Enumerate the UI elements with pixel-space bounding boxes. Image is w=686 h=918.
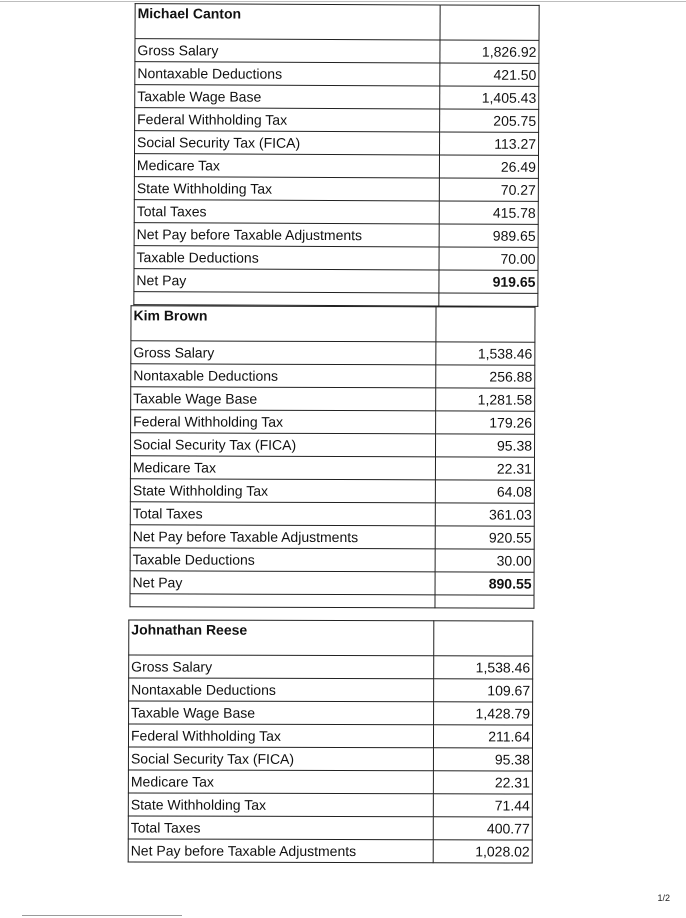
row-label: Federal Withholding Tax [128,724,433,748]
row-amount: 70.00 [439,247,538,270]
table-row [130,548,534,572]
table-row [135,39,539,64]
row-amount: 920.55 [435,526,534,549]
empty-cell [439,293,538,306]
page-number: 1/2 [657,893,670,903]
row-amount: 1,538.46 [434,656,533,679]
table-row [131,387,535,411]
table-row [131,410,535,434]
table-row [130,456,534,480]
table-row [130,502,534,526]
row-amount: 256.88 [436,365,535,388]
table-row [130,525,534,549]
row-amount: 95.38 [436,434,535,457]
row-label: Federal Withholding Tax [131,410,436,434]
row-label: Net Pay before Taxable Adjustments [128,839,433,863]
row-label: Taxable Wage Base [129,701,434,725]
row-label: State Withholding Tax [128,793,433,817]
row-amount: 1,428.79 [434,702,533,725]
row-amount: 26.49 [439,155,538,178]
row-label: State Withholding Tax [134,177,439,201]
row-amount: 989.65 [439,224,538,247]
row-amount: 30.00 [435,549,534,572]
row-amount: 70.27 [439,178,538,201]
table-row [131,341,535,365]
table-row [128,839,532,863]
row-label: Social Security Tax (FICA) [128,747,433,771]
row-amount: 95.38 [433,748,532,771]
empty-cell [130,594,435,608]
row-label: Nontaxable Deductions [131,364,436,388]
row-label: Federal Withholding Tax [135,108,440,132]
row-label: Medicare Tax [130,456,435,480]
table-row [128,724,532,748]
table-row [134,246,538,271]
row-label: Gross Salary [135,39,440,63]
row-label: Total Taxes [130,502,435,526]
row-label: Total Taxes [134,200,439,224]
empty-cell [440,5,539,40]
empty-cell [134,292,439,306]
employee-table [133,3,539,307]
row-label: Net Pay [130,571,435,595]
row-amount: 109.67 [434,679,533,702]
row-label: Net Pay before Taxable Adjustments [134,223,439,247]
table-row [134,154,538,179]
table-row [135,108,539,133]
employee-name: Johnathan Reese [129,620,434,656]
employee-table [129,305,535,608]
employee-name-row [129,620,533,656]
table-row [129,655,533,679]
row-label: Medicare Tax [134,154,439,178]
row-label: Social Security Tax (FICA) [135,131,440,155]
table-row [135,62,539,87]
spacer-row [130,594,534,608]
row-amount: 64.08 [435,480,534,503]
row-amount: 1,405.43 [440,86,539,109]
row-label: Taxable Deductions [130,548,435,572]
row-amount: 22.31 [435,457,534,480]
row-amount: 1,538.46 [436,342,535,365]
employee-name-row [131,306,535,342]
table-row [129,701,533,725]
table-row [134,269,538,294]
row-label: Nontaxable Deductions [135,62,440,86]
table-row [130,479,534,503]
table-row [131,433,535,457]
table-row [128,770,532,794]
row-amount: 421.50 [440,63,539,86]
row-amount: 919.65 [439,270,538,293]
row-label: Medicare Tax [128,770,433,794]
row-amount: 1,826.92 [440,40,539,63]
row-label: Net Pay before Taxable Adjustments [130,525,435,549]
empty-cell [434,621,533,656]
row-amount: 71.44 [433,794,532,817]
row-label: Social Security Tax (FICA) [131,433,436,457]
row-amount: 113.27 [440,132,539,155]
row-label: Taxable Wage Base [131,387,436,411]
table-row [134,200,538,225]
table-row [130,571,534,595]
table-row [129,678,533,702]
row-label: Taxable Deductions [134,246,439,270]
employee-name-row [135,4,539,41]
empty-cell [435,595,534,608]
employee-name: Michael Canton [135,4,440,40]
row-label: Net Pay [134,269,439,293]
row-amount: 1,028.02 [433,840,532,863]
bottom-edge-rule [22,915,182,916]
row-label: Total Taxes [128,816,433,840]
empty-cell [436,307,535,342]
row-amount: 211.64 [433,725,532,748]
table-row [134,223,538,248]
row-amount: 400.77 [433,817,532,840]
employee-name: Kim Brown [131,306,436,342]
employee-table [128,619,534,863]
table-row [128,747,532,771]
row-amount: 890.55 [435,572,534,595]
table-row [128,816,532,840]
row-label: Gross Salary [131,341,436,365]
table-row [128,793,532,817]
row-label: Nontaxable Deductions [129,678,434,702]
row-label: State Withholding Tax [130,479,435,503]
row-amount: 361.03 [435,503,534,526]
table-row [131,364,535,388]
top-edge-rule [0,1,686,2]
row-amount: 179.26 [436,411,535,434]
row-amount: 205.75 [440,109,539,132]
table-row [134,177,538,202]
table-row [135,131,539,156]
row-label: Taxable Wage Base [135,85,440,109]
row-label: Gross Salary [129,655,434,679]
row-amount: 22.31 [433,771,532,794]
spacer-row [134,292,538,307]
row-amount: 1,281.58 [436,388,535,411]
row-amount: 415.78 [439,201,538,224]
table-row [135,85,539,110]
